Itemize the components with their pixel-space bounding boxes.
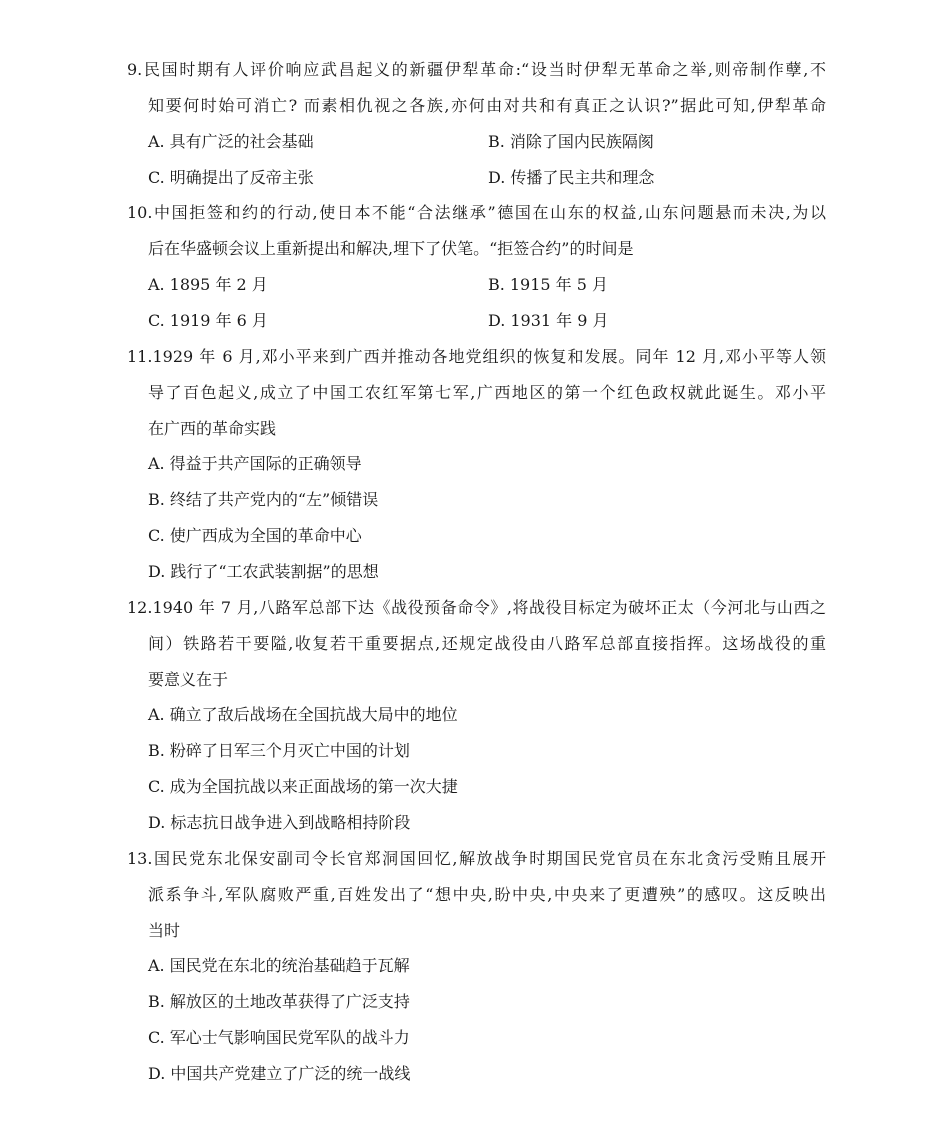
option-d (148, 805, 826, 841)
option-label: A. (148, 275, 165, 295)
question-stem-line: 派系争斗,军队腐败严重,百姓发出了“想中央,盼中央,中央来了更遭殃”的感叹。这反映出 (148, 884, 826, 904)
question-number: 13. (127, 848, 153, 868)
option-text: 得益于共产国际的正确领导 (169, 454, 362, 474)
option-label: C. (148, 777, 165, 797)
question-stem-line: 导了百色起义,成立了中国工农红军第七军,广西地区的第一个红色政权就此诞生。邓小平 (148, 382, 826, 402)
option-label: D. (148, 1064, 166, 1084)
question-13 (0, 841, 950, 1092)
option-text: 军心士气影响国民党军队的战斗力 (169, 1028, 410, 1048)
option-d (148, 1056, 826, 1092)
option-label: B. (488, 131, 505, 151)
question-10 (0, 195, 950, 338)
option-text: 国民党在东北的统治基础趋于瓦解 (169, 956, 410, 976)
option-b (148, 984, 826, 1020)
option-label: D. (148, 562, 166, 582)
question-stem-line: 在广西的革命实践 (148, 418, 277, 438)
question-11 (0, 339, 950, 590)
option-row (148, 267, 826, 303)
question-number: 12. (127, 597, 153, 617)
option-text: 1919 年 6 月 (169, 311, 268, 331)
question-stem-line: 当时 (148, 920, 181, 940)
option-b (148, 733, 826, 769)
option-row (148, 303, 826, 339)
option-text: 传播了民主共和理念 (510, 167, 655, 187)
option-text: 使广西成为全国的革命中心 (169, 526, 362, 546)
option-c (148, 1020, 826, 1056)
option-label: D. (488, 167, 506, 187)
question-number: 11. (127, 346, 153, 366)
question-first-line (127, 52, 826, 88)
option-text: 1915 年 5 月 (509, 275, 609, 295)
option-label: D. (148, 813, 166, 833)
option-text: 确立了敌后战场在全国抗战大局中的地位 (169, 705, 458, 725)
option-label: D. (488, 311, 506, 331)
option-text: 粉碎了日军三个月灭亡中国的计划 (169, 741, 410, 761)
question-first-line (127, 339, 826, 375)
question-first-line (127, 841, 826, 877)
question-stem-line: 国民党东北保安副司令长官郑洞国回忆,解放战争时期国民党官员在东北贪污受贿且展开 (152, 848, 826, 868)
option-a (148, 446, 826, 482)
option-a (148, 697, 826, 733)
option-label: C. (148, 167, 165, 187)
question-stem-line: 间）铁路若干要隘,收复若干重要据点,还规定战役由八路军总部直接指挥。这场战役的重 (148, 633, 826, 653)
option-row (148, 160, 826, 196)
option-c (148, 518, 826, 554)
option-a (148, 948, 826, 984)
option-text: 1931 年 9 月 (510, 311, 609, 331)
question-9 (0, 52, 950, 195)
option-label: B. (148, 741, 165, 761)
question-12 (0, 590, 950, 841)
question-first-line (127, 590, 826, 626)
option-c (148, 769, 826, 805)
option-d (148, 554, 826, 590)
option-text: 成为全国抗战以来正面战场的第一次大捷 (169, 777, 458, 797)
question-stem-line: 中国拒签和约的行动,使日本不能“合法继承”德国在山东的权益,山东问题悬而未决,为以 (152, 203, 826, 223)
option-c (148, 303, 488, 339)
question-first-line (127, 195, 826, 231)
question-number: 10. (127, 203, 153, 223)
option-label: B. (148, 992, 165, 1012)
option-label: A. (148, 131, 165, 151)
option-b (488, 267, 826, 303)
option-b (488, 124, 826, 160)
option-label: B. (488, 275, 505, 295)
question-stem-line: 1929 年 6 月,邓小平来到广西并推动各地党组织的恢复和发展。同年 12 月,邓小平等人领 (152, 346, 826, 366)
option-text: 明确提出了反帝主张 (169, 167, 314, 187)
question-stem-line: 要意义在于 (148, 669, 229, 689)
option-label: C. (148, 311, 165, 331)
option-text: 具有广泛的社会基础 (169, 131, 314, 151)
option-a (148, 267, 488, 303)
option-d (488, 160, 826, 196)
option-label: A. (148, 454, 165, 474)
option-label: C. (148, 526, 165, 546)
option-d (488, 303, 826, 339)
option-c (148, 160, 488, 196)
option-text: 中国共产党建立了广泛的统一战线 (170, 1064, 411, 1084)
option-text: 1895 年 2 月 (169, 275, 268, 295)
option-label: C. (148, 1028, 165, 1048)
question-number: 9. (127, 60, 143, 79)
option-text: 践行了“工农武装割据”的思想 (170, 562, 379, 582)
option-text: 消除了国内民族隔阂 (509, 131, 654, 151)
option-text: 标志抗日战争进入到战略相持阶段 (170, 813, 411, 833)
option-label: A. (148, 705, 165, 725)
question-stem-line: 1940 年 7 月,八路军总部下达《战役预备命令》,将战役目标定为破坏正太（今河北与山西之 (152, 597, 826, 617)
question-stem-line: 民国时期有人评价响应武昌起义的新疆伊犁革命:“设当时伊犁无革命之举,则帝制作孽,不 (142, 60, 826, 79)
question-stem-line: 知要何时始可消亡? 而素相仇视之各族,亦何由对共和有真正之认识?”据此可知,伊犁革命 (148, 95, 826, 115)
option-text: 终结了共产党内的“左”倾错误 (169, 490, 379, 510)
question-stem-line: 后在华盛顿会议上重新提出和解决,埋下了伏笔。“拒签合约”的时间是 (148, 239, 634, 259)
option-b (148, 482, 826, 518)
option-label: A. (148, 956, 165, 976)
option-text: 解放区的土地改革获得了广泛支持 (169, 992, 410, 1012)
option-label: B. (148, 490, 165, 510)
option-a (148, 124, 488, 160)
option-row (148, 124, 826, 160)
